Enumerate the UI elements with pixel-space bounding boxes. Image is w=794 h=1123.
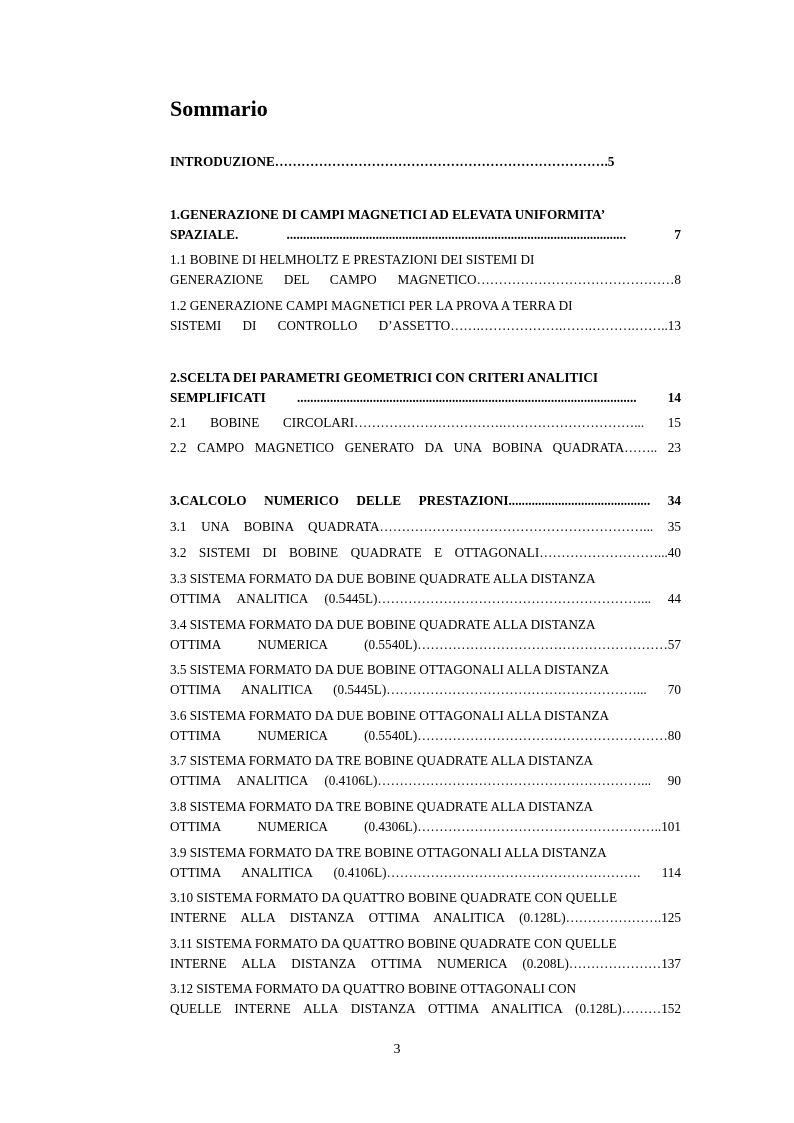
toc-entry: [170, 706, 681, 745]
toc-entry-line: OTTIMA ANALITICA (0.5445L)……………………………………………………... 44: [170, 590, 681, 606]
toc-entry-line: QUELLE INTERNE ALLA DISTANZA OTTIMA ANALITICA (0.128L)………152: [170, 1000, 681, 1016]
toc-entry: [170, 934, 681, 973]
toc-entry-line: INTERNE ALLA DISTANZA OTTIMA ANALITICA (0.128L)………………….125: [170, 909, 681, 925]
toc-entry: [170, 615, 681, 654]
toc-entry: [170, 569, 681, 608]
toc-entry: [170, 438, 681, 458]
toc-entry-line: INTRODUZIONE………………………………………………………………….5: [170, 154, 615, 169]
toc-entry-line: 3.4 SISTEMA FORMATO DA DUE BOBINE QUADRATE ALLA DISTANZA: [170, 617, 596, 632]
toc-entry: [170, 152, 681, 172]
toc-entry-line: 3.2 SISTEMI DI BOBINE QUADRATE E OTTAGONALI………………………...40: [170, 545, 681, 560]
toc-entry: [170, 517, 681, 537]
toc-entry: [170, 413, 681, 433]
toc-entry-line: 2.1 BOBINE CIRCOLARI…………………………….…………………………... 15: [170, 415, 681, 430]
toc-entry-line: 3.3 SISTEMA FORMATO DA DUE BOBINE QUADRATE ALLA DISTANZA: [170, 571, 596, 586]
toc-entry: [170, 368, 681, 407]
toc-entry: [170, 979, 681, 1018]
toc-entry-line: 3.6 SISTEMA FORMATO DA DUE BOBINE OTTAGONALI ALLA DISTANZA: [170, 708, 610, 723]
toc-entry-line: OTTIMA ANALITICA (0.4106L)…………………………………………………. 114: [170, 864, 681, 880]
toc-entry: [170, 797, 681, 836]
toc-entry-line: SISTEMI DI CONTROLLO D’ASSETTO…….……………….…….……….……..13: [170, 317, 681, 333]
toc-entry-line: 3.1 UNA BOBINA QUADRATA……………………………………………………... 35: [170, 519, 681, 534]
toc-entry-line: 3.7 SISTEMA FORMATO DA TRE BOBINE QUADRATE ALLA DISTANZA: [170, 753, 594, 768]
toc-entry: [170, 888, 681, 927]
toc-entry-line: 3.10 SISTEMA FORMATO DA QUATTRO BOBINE QUADRATE CON QUELLE: [170, 890, 618, 905]
page-number: 3: [393, 1042, 401, 1057]
toc-entry-line: 1.GENERAZIONE DI CAMPI MAGNETICI AD ELEVATA UNIFORMITA’: [170, 207, 606, 222]
toc-entry: [170, 296, 681, 335]
toc-entry-line: GENERAZIONE DEL CAMPO MAGNETICO………………………………………8: [170, 271, 681, 287]
toc-entry: [170, 660, 681, 699]
toc-entry-line: 1.2 GENERAZIONE CAMPI MAGNETICI PER LA PROVA A TERRA DI: [170, 298, 573, 313]
toc-entry-line: 3.11 SISTEMA FORMATO DA QUATTRO BOBINE QUADRATE CON QUELLE: [170, 936, 617, 951]
toc-entry-line: 3.CALCOLO NUMERICO DELLE PRESTAZIONI........................................... 34: [170, 493, 681, 508]
page-title: Sommario: [170, 96, 268, 121]
toc-entry: [170, 491, 681, 511]
toc-entry-line: SPAZIALE. ....................................................................................................... 7: [170, 226, 681, 242]
toc-entry: [170, 543, 681, 563]
toc-entry-line: 1.1 BOBINE DI HELMHOLTZ E PRESTAZIONI DEI SISTEMI DI: [170, 252, 535, 267]
toc-entry-line: 3.12 SISTEMA FORMATO DA QUATTRO BOBINE OTTAGONALI CON: [170, 981, 577, 996]
toc-entry: [170, 250, 681, 289]
toc-entry-line: 2.2 CAMPO MAGNETICO GENERATO DA UNA BOBINA QUADRATA…….. 23: [170, 440, 681, 455]
toc-entry-line: 3.8 SISTEMA FORMATO DA TRE BOBINE QUADRATE ALLA DISTANZA: [170, 799, 594, 814]
toc-entry-line: OTTIMA ANALITICA (0.5445L)…………………………………………………... 70: [170, 681, 681, 697]
toc-entry-line: SEMPLIFICATI ....................................................................................................... 14: [170, 389, 681, 405]
toc-entry-line: 2.SCELTA DEI PARAMETRI GEOMETRICI CON CRITERI ANALITICI: [170, 370, 599, 385]
toc-entry: [170, 205, 681, 244]
toc-entry: [170, 843, 681, 882]
toc-entry-line: 3.9 SISTEMA FORMATO DA TRE BOBINE OTTAGONALI ALLA DISTANZA: [170, 845, 607, 860]
toc-entry-line: OTTIMA ANALITICA (0.4106L)……………………………………………………... 90: [170, 772, 681, 788]
toc-entry-line: OTTIMA NUMERICA (0.4306L)………………………………………………..101: [170, 818, 681, 834]
toc-entry-line: OTTIMA NUMERICA (0.5540L)…………………………………………………80: [170, 727, 681, 743]
toc-entry-line: INTERNE ALLA DISTANZA OTTIMA NUMERICA (0.208L)…………………137: [170, 955, 681, 971]
toc-entry-line: OTTIMA NUMERICA (0.5540L)…………………………………………………57: [170, 636, 681, 652]
toc-entry-line: 3.5 SISTEMA FORMATO DA DUE BOBINE OTTAGONALI ALLA DISTANZA: [170, 662, 610, 677]
toc-entry: [170, 751, 681, 790]
